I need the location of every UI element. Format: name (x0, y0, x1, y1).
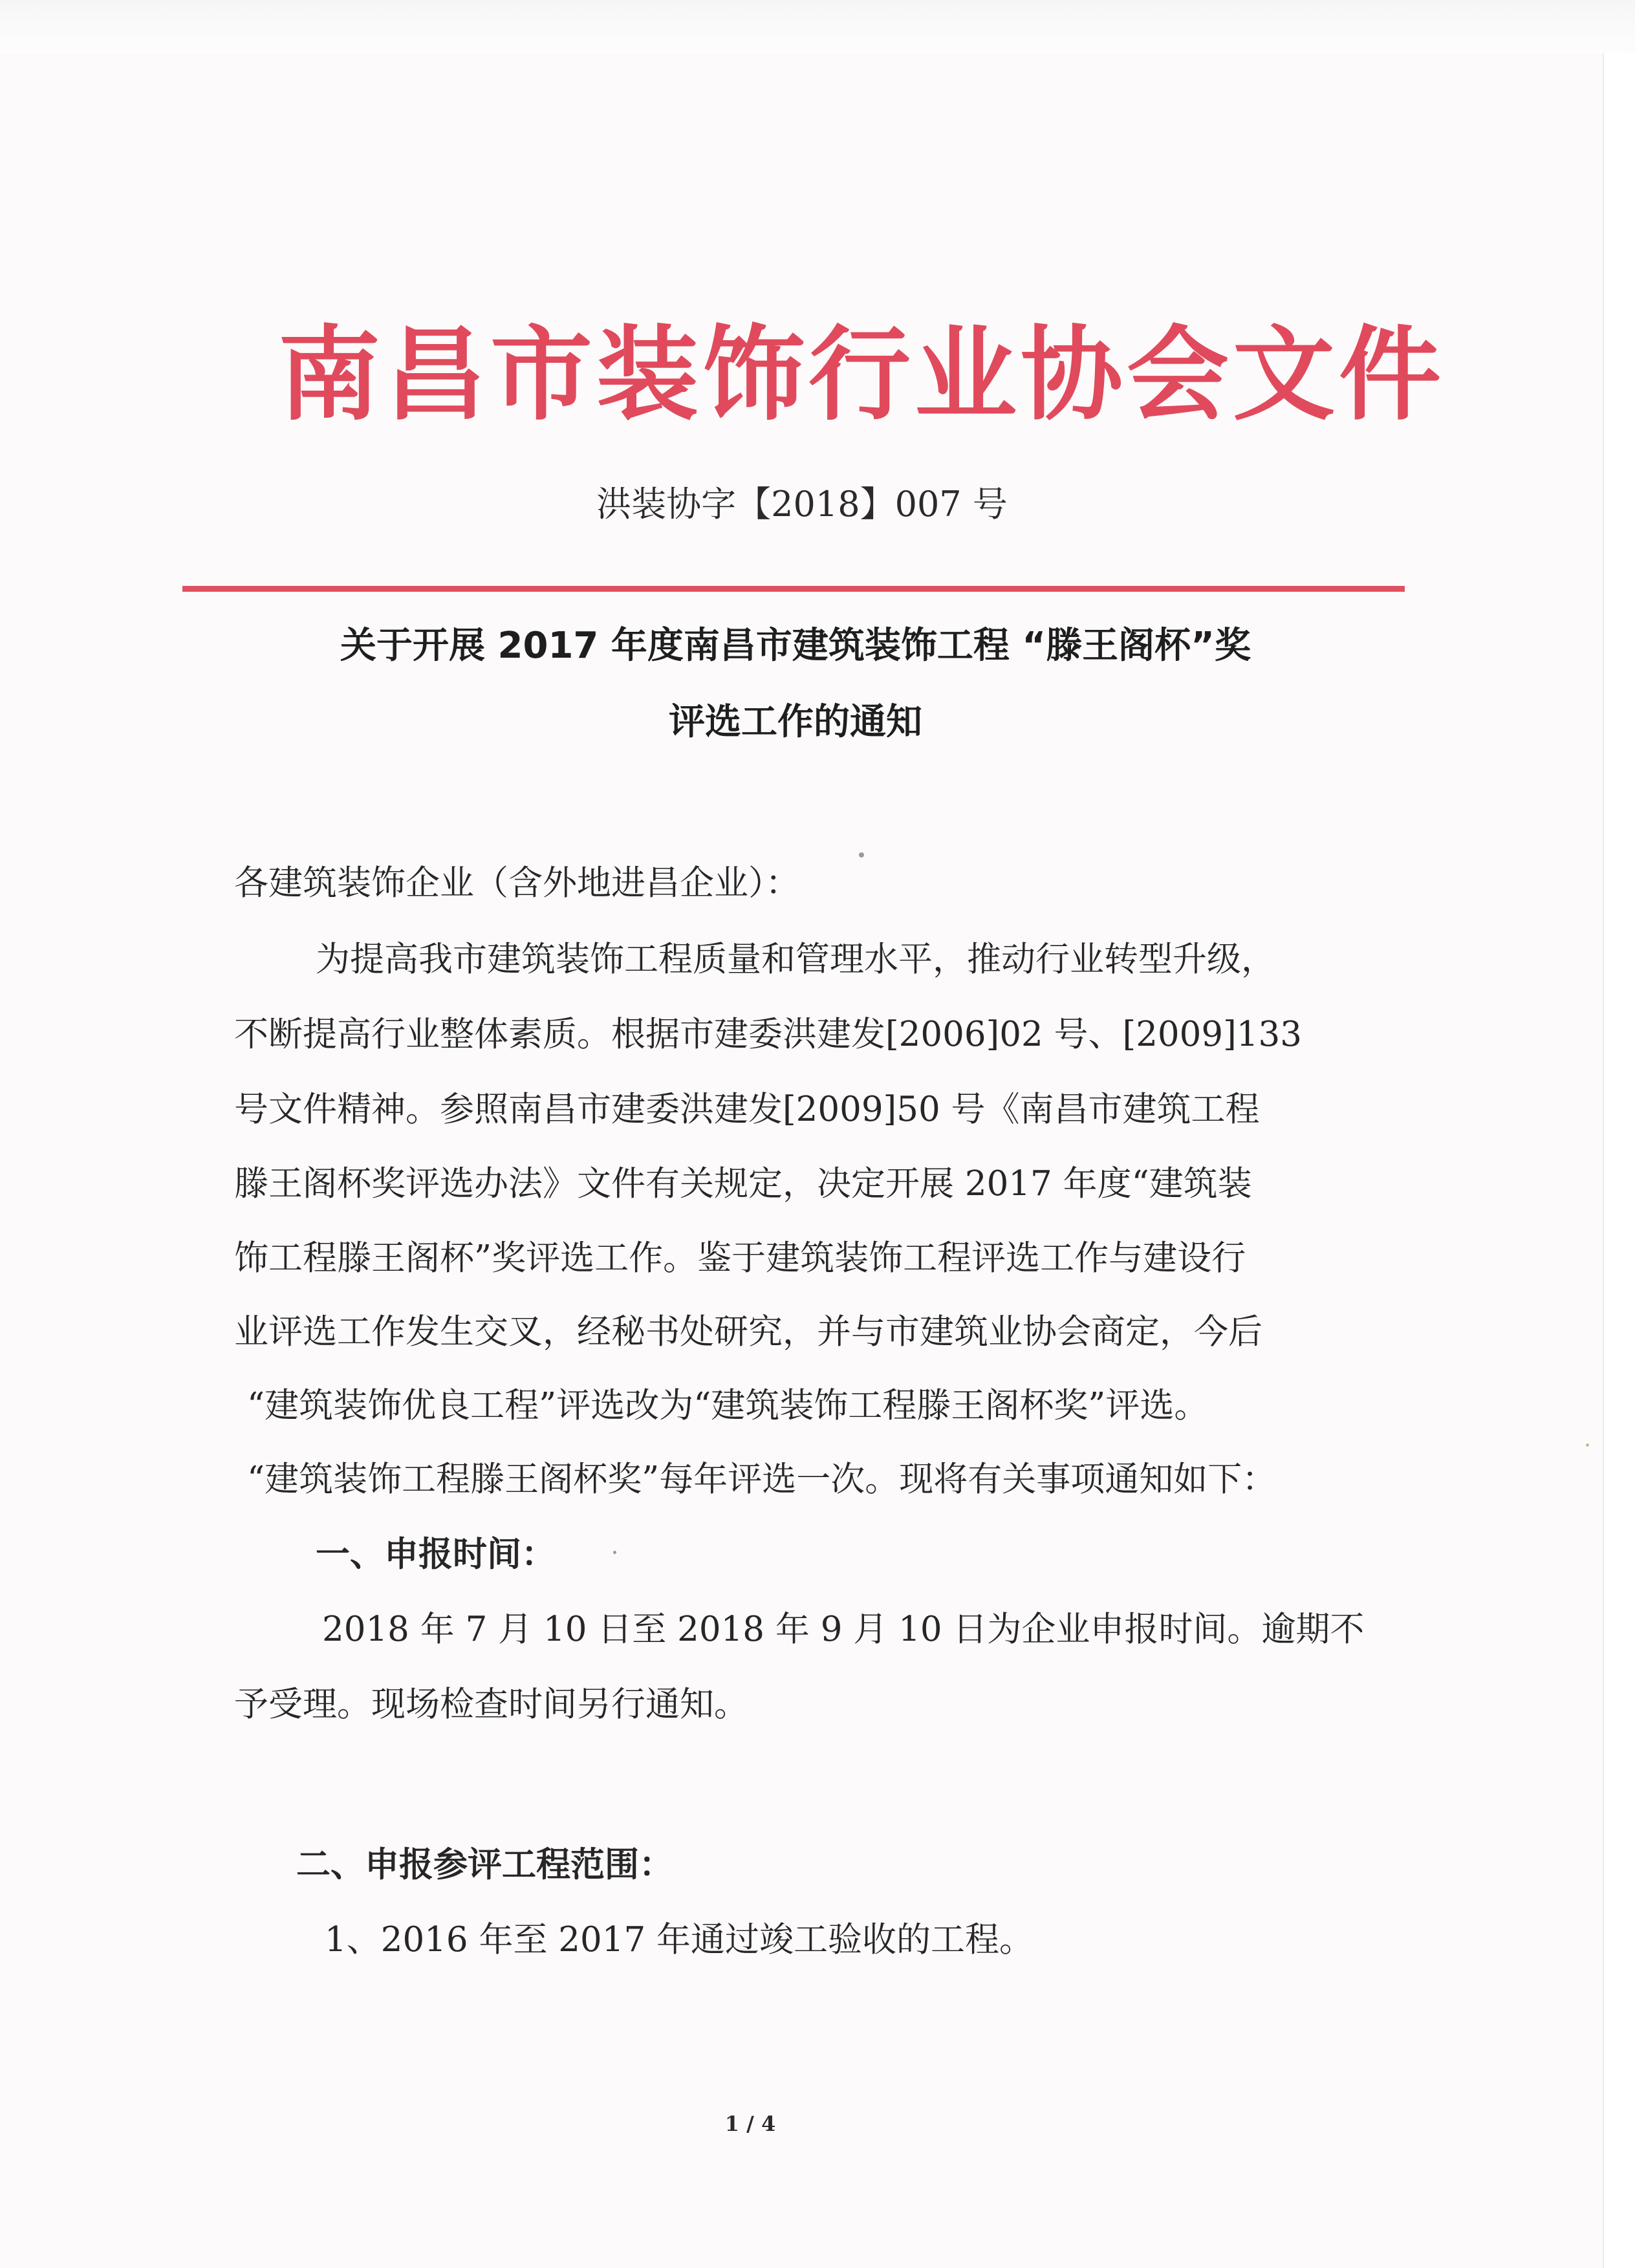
page-number: 1 / 4 (724, 2111, 776, 2136)
notice-title-line-2: 评选工作的通知 (669, 701, 922, 743)
paragraph-line: “建筑装饰优良工程”评选改为“建筑装饰工程滕王阁杯奖”评选。 (247, 1386, 1209, 1425)
notice-title-line-1: 关于开展 2017 年度南昌市建筑装饰工程 “滕王阁杯”奖 (340, 625, 1251, 667)
section-2-item: 1、2016 年至 2017 年通过竣工验收的工程。 (325, 1920, 1034, 1960)
scan-speck (859, 852, 864, 858)
red-divider-rule (182, 586, 1405, 592)
paragraph-line: 滕王阁杯奖评选办法》文件有关规定，决定开展 2017 年度“建筑装 (234, 1164, 1252, 1204)
scan-margin (0, 0, 1635, 53)
organization-header: 南昌市装饰行业协会文件 (278, 315, 1445, 435)
section-1-line: 予受理。现场检查时间另行通知。 (234, 1685, 748, 1724)
document-number: 洪装协字【2018】007 号 (596, 484, 1008, 524)
paragraph-line: 不断提高行业整体素质。根据市建委洪建发[2006]02 号、[2009]133 (234, 1015, 1302, 1054)
paragraph-line: 号文件精神。参照南昌市建委洪建发[2009]50 号《南昌市建筑工程 (234, 1090, 1260, 1129)
scan-speck (1586, 1443, 1589, 1447)
section-1-line: 2018 年 7 月 10 日至 2018 年 9 月 10 日为企业申报时间。逾期不 (322, 1610, 1365, 1649)
paragraph-line: 饰工程滕王阁杯”奖评选工作。鉴于建筑装饰工程评选工作与建设行 (234, 1238, 1246, 1278)
section-2-heading: 二、申报参评工程范围： (296, 1845, 673, 1885)
paragraph-line: “建筑装饰工程滕王阁杯奖”每年评选一次。现将有关事项通知如下： (247, 1460, 1277, 1499)
section-1-heading: 一、申报时间： (316, 1535, 556, 1574)
paragraph-line: 为提高我市建筑装饰工程质量和管理水平，推动行业转型升级， (316, 940, 1275, 979)
scan-speck (613, 1551, 616, 1554)
paragraph-line: 业评选工作发生交叉，经秘书处研究，并与市建筑业协会商定，今后 (234, 1312, 1262, 1352)
salutation: 各建筑装饰企业（含外地进昌企业）： (234, 863, 800, 903)
